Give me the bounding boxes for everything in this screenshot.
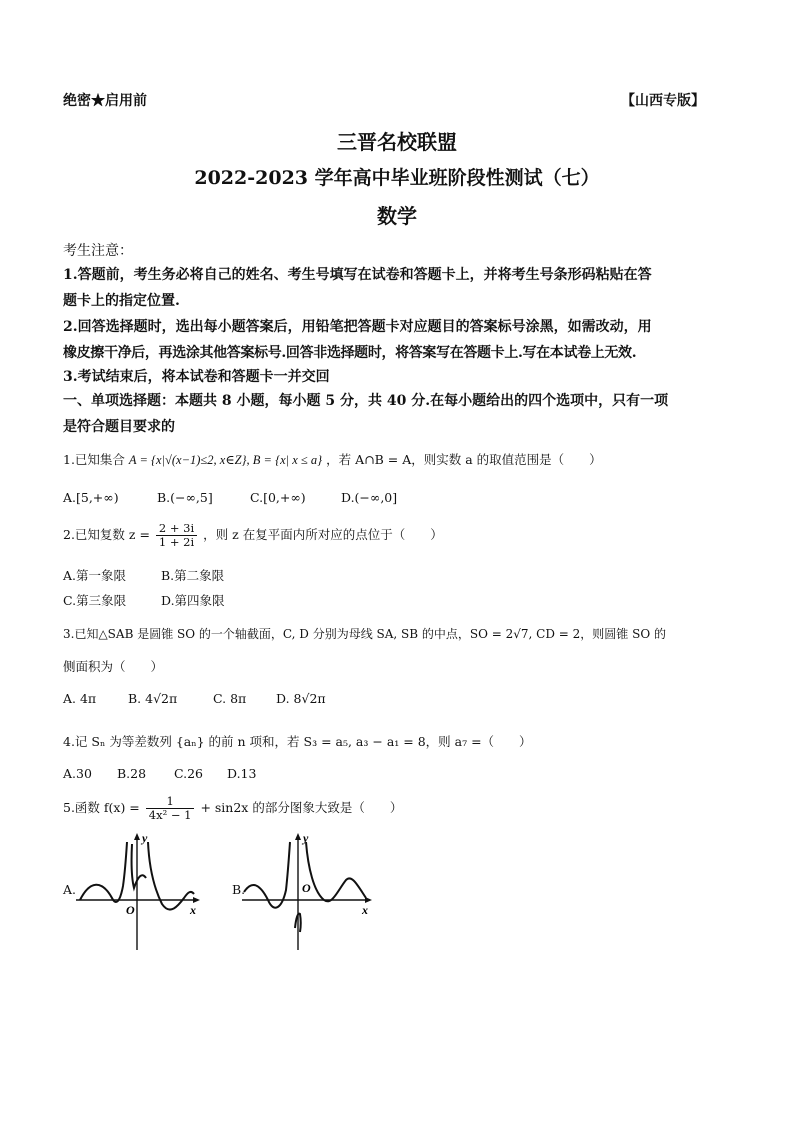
q5-denominator: 4x² − 1 <box>148 808 192 822</box>
q1-suffix: ，若 A∩B = A，则实数 a 的取值范围是（ ） <box>326 452 602 467</box>
section-heading-line-1: 一、单项选择题：本题共 8 小题，每小题 5 分，共 40 分.在每小题给出的四个选项中，只有一项 <box>63 393 669 409</box>
q5-numerator: 1 <box>146 795 195 809</box>
notice-heading: 考生注意： <box>63 243 133 259</box>
q5-fraction <box>146 795 195 822</box>
q4-option-b: B.28 <box>117 766 147 781</box>
q1-option-a: A.[5,+∞) <box>63 490 119 505</box>
y-axis-arrow <box>134 833 140 840</box>
q4-option-d: D.13 <box>227 766 257 781</box>
q3-option-d: D. 8√2π <box>276 691 326 706</box>
edition-label: 【山西专版】 <box>621 93 705 109</box>
question-3-line-1: 3.已知△SAB 是圆锥 SO 的一个轴截面，C, D 分别为母线 SA, SB 的中点，SO = 2√7, CD = 2，则圆锥 SO 的 <box>63 627 666 641</box>
q5-option-b-graph <box>242 828 378 952</box>
y-axis-arrow <box>295 833 301 840</box>
x-axis-label: x <box>362 903 368 917</box>
exam-title: 2022-2023 学年高中毕业班阶段性测试（七） <box>194 167 600 189</box>
q1-prefix: 1.已知集合 <box>63 452 125 467</box>
origin-label: O <box>126 903 135 917</box>
q2-option-b: B.第二象限 <box>161 568 225 583</box>
q1-option-c: C.[0,+∞) <box>250 490 306 505</box>
q5-suffix: + sin2x 的部分图象大致是（ ） <box>200 800 403 815</box>
notice-item-1-line-1: 1.答题前，考生务必将自己的姓名、考生号填写在试卷和答题卡上，并将考生号条形码粘贴在答 <box>63 267 652 283</box>
origin-label: O <box>302 881 311 895</box>
question-1 <box>63 450 602 468</box>
q2-prefix: 2.已知复数 z = <box>63 527 150 542</box>
q5-prefix: 5.函数 f(x) = <box>63 800 140 815</box>
notice-item-2-line-2: 橡皮擦干净后，再选涂其他答案标号.回答非选择题时，将答案写在答题卡上.写在本试卷上无效. <box>63 345 637 361</box>
q2-option-a: A.第一象限 <box>63 568 127 583</box>
question-3-line-2: 侧面积为（ ） <box>63 659 164 674</box>
curve-middle-branch <box>132 844 146 888</box>
q2-denominator: 1 + 2i <box>158 535 195 549</box>
confidential-label: 绝密★启用前 <box>63 93 147 109</box>
q2-suffix: ，则 z 在复平面内所对应的点位于（ ） <box>203 527 443 542</box>
q1-set-definition: A = {x|√(x−1)≤2, x∈Z}, B = {x| x ≤ a} <box>128 453 323 467</box>
q5-option-a-label: A. <box>63 882 77 897</box>
question-4-line-1: 4.记 Sₙ 为等差数列 {aₙ} 的前 n 项和，若 S₃ = a₅, a₃ − a₁ = 8，则 a₇ =（ ） <box>63 734 532 749</box>
x-axis-label: x <box>190 903 196 917</box>
curve-right-branch <box>306 842 366 901</box>
question-2 <box>63 522 443 549</box>
q5-option-b-label: B. <box>232 882 246 897</box>
q2-fraction <box>156 522 197 549</box>
section-heading-line-2: 是符合题目要求的 <box>63 419 175 435</box>
notice-item-1-line-2: 题卡上的指定位置. <box>63 293 180 309</box>
q4-option-a: A.30 <box>63 766 92 781</box>
q3-option-b: B. 4√2π <box>128 691 178 706</box>
curve-left-branch <box>244 842 290 908</box>
curve-left-branch <box>80 842 127 902</box>
org-title: 三晋名校联盟 <box>337 130 457 154</box>
notice-item-3: 3.考试结束后，将本试卷和答题卡一并交回 <box>63 369 330 385</box>
q2-option-d: D.第四象限 <box>161 593 225 608</box>
q2-numerator: 2 + 3i <box>156 522 197 536</box>
notice-item-2-line-1: 2.回答选择题时，选出每小题答案后，用铅笔把答题卡对应题目的答案标号涂黑，如需改动，用 <box>63 319 652 335</box>
q5-option-a-graph <box>76 828 206 952</box>
q1-option-b: B.(−∞,5] <box>157 490 213 505</box>
y-axis-label: y <box>142 831 148 845</box>
q4-option-c: C.26 <box>174 766 203 781</box>
y-axis-label: y <box>303 831 309 845</box>
question-5 <box>63 795 402 822</box>
q2-option-c: C.第三象限 <box>63 593 127 608</box>
subject-title: 数学 <box>377 204 417 228</box>
q3-option-a: A. 4π <box>63 691 97 706</box>
q3-option-c: C. 8π <box>213 691 247 706</box>
q1-option-d: D.(−∞,0] <box>341 490 398 505</box>
